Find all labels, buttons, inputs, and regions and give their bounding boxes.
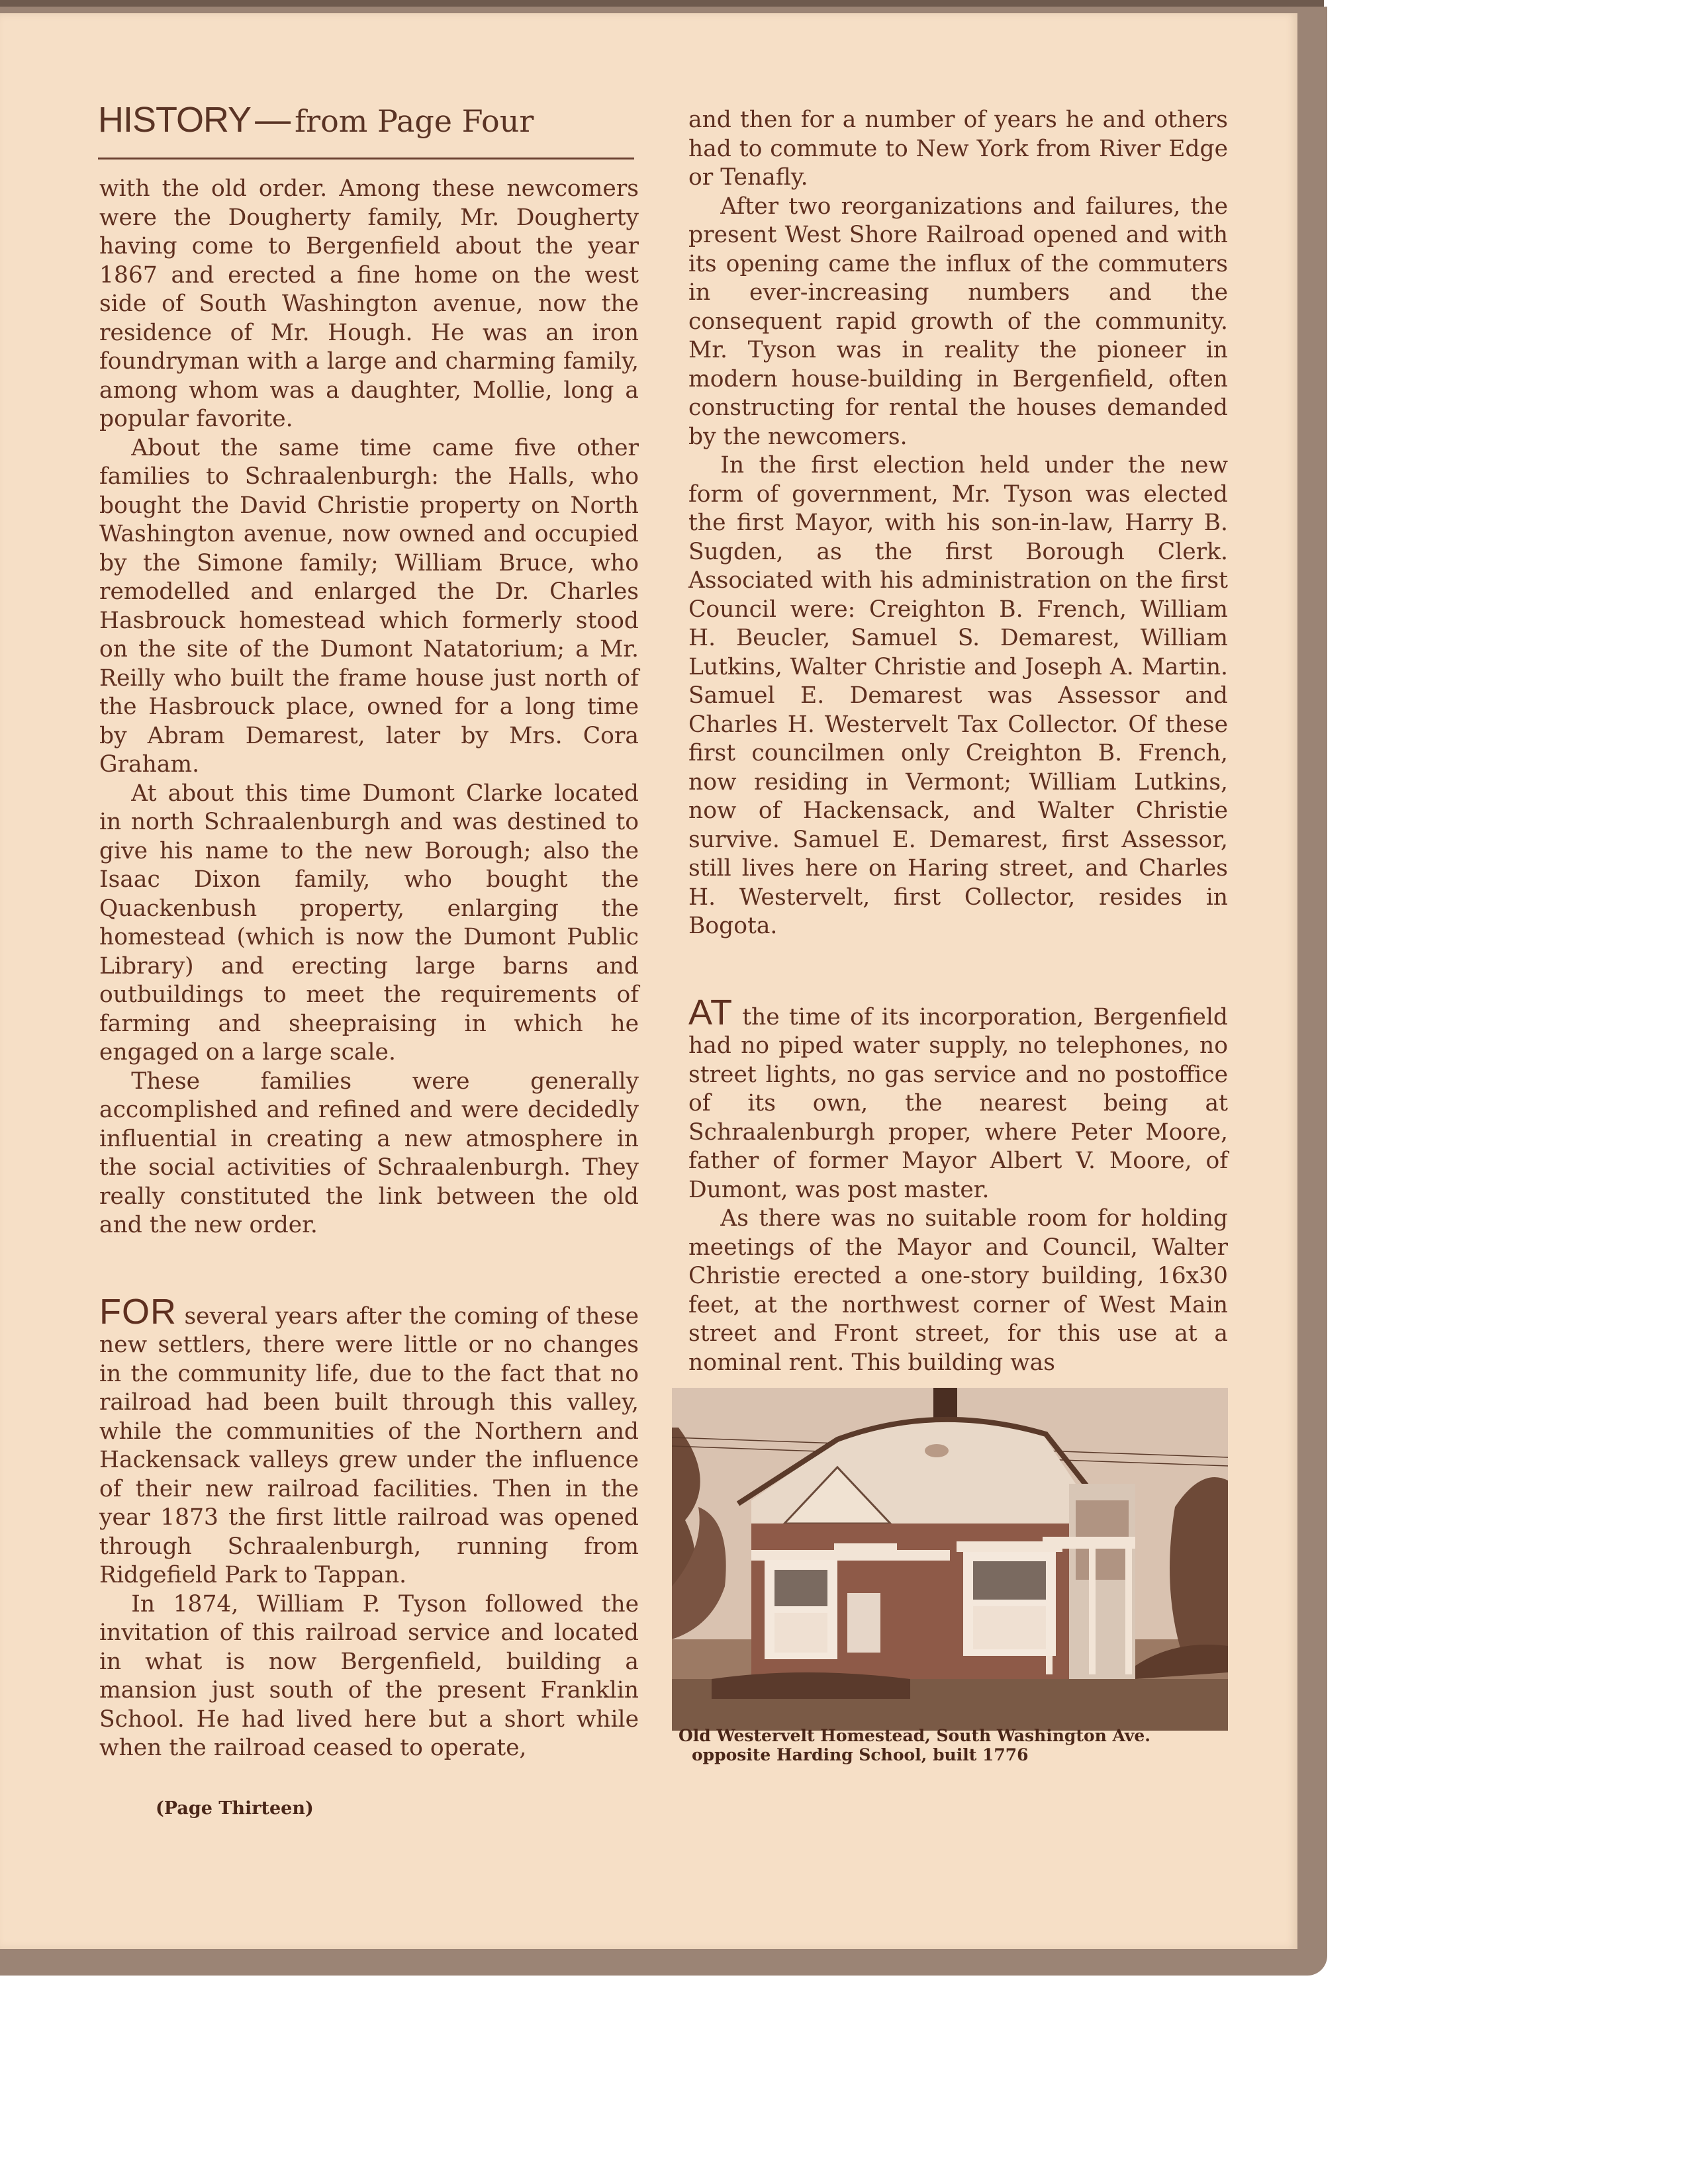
- caption-line: Old Westervelt Homestead, South Washington Ave.: [679, 1726, 1151, 1745]
- heading-subtitle: from Page Four: [295, 103, 534, 139]
- paragraph: After two reorganizations and failures, the present West Shore Railroad opened and with its opening came the influx of the commuters in ever-increasing numbers and the consequent rapid growth of the community. Mr. Tyson was in reality the pioneer in modern house-building in Bergenfield, often constructing for rental the houses demanded by the newcomers.: [688, 193, 1228, 450]
- paragraph: As there was no suitable room for holding meetings of the Mayor and Council, Walter Christie erected a one-story building, 16x30 feet, at the northwest corner of West Main street and Front street, for this use at a nominal rent. This building was: [688, 1205, 1228, 1376]
- heading-dash: —: [255, 100, 291, 140]
- page-number: (Page Thirteen): [156, 1798, 314, 1819]
- paragraph: In the first election held under the new form of government, Mr. Tyson was elected the first Mayor, with his son-in-law, Harry B. Sugden, as the first Borough Clerk. Associated with his administration on the first Council were: Creighton B. French, William H. Beucler, Samuel S. Demarest, William Lutkins, Walter Christie and Joseph A. Martin. Samuel E. Demarest was Assessor and Charles H. Westervelt Tax Collector. Of these first councilmen only Creighton B. French, now residing in Vermont; William Lutkins, now of Hackensack, and Walter Christie survive. Samuel E. Demarest, first Assessor, still lives here on Haring street, and Charles H. Westervelt, first Collector, resides in Bogota.: [688, 452, 1228, 939]
- paragraph: About the same time came five other families to Schraalenburgh: the Halls, who bought the David Christie property on North Washington avenue, now owned and occupied by the Simone family; William Bruce, who remodelled and enlarged the Dr. Charles Hasbrouck homestead which formerly stood on the site of the Dumont Natatorium; a Mr. Reilly who built the frame house just north of the Hasbrouck place, owned for a long time by Abram Demarest, later by Mrs. Cora Graham.: [99, 434, 639, 778]
- caption-line: opposite Harding School, built 1776: [692, 1745, 1029, 1764]
- paragraph-text: the time of its incorporation, Bergenfield had no piped water supply, no telephones, no street lights, no gas service and no postoffice of its own, the nearest being at Schraalenburgh proper, where Peter Moore, father of former Mayor Albert V. Moore, of Dumont, was post master.: [688, 1003, 1228, 1203]
- paragraph: In 1874, William P. Tyson followed the invitation of this railroad service and located in what is now Bergenfield, building a mansion just south of the present Franklin School. He had lived here but a short while when the railroad ceased to operate,: [99, 1590, 639, 1761]
- right-column: [688, 106, 1228, 1377]
- paragraph: At about this time Dumont Clarke located in north Schraalenburgh and was destined to give his name to the new Borough; also the Isaac Dixon family, who bought the Quackenbush property, enlarging the homestead (which is now the Dumont Public Library) and erecting large barns and outbuildings to meet the requirements of farming and sheepraising in which he engaged on a large scale.: [99, 780, 639, 1066]
- paragraph: [99, 1291, 639, 1590]
- page-heading: [98, 96, 634, 145]
- drop-cap: FOR: [99, 1291, 177, 1332]
- heading-rule: [98, 158, 634, 159]
- paragraph-text: several years after the coming of these new settlers, there were little or no changes in the community life, due to the fact that no railroad had been built through this valley, while the communities of the Northern and Hackensack valleys grew under the influence of their new railroad facilities. Then in the year 1873 the first little railroad was opened through Schraalenburgh, running from Ridgefield Park to Tappan.: [99, 1302, 639, 1588]
- homestead-photo: [672, 1388, 1228, 1731]
- heading-history: HISTORY: [98, 100, 252, 140]
- photo-caption: [679, 1726, 1235, 1764]
- drop-cap: AT: [688, 992, 733, 1032]
- paragraph: and then for a number of years he and others had to commute to New York from River Edge or Tenafly.: [688, 107, 1228, 191]
- left-column: [99, 175, 639, 1763]
- paragraph: with the old order. Among these newcomers were the Dougherty family, Mr. Dougherty having come to Bergenfield about the year 1867 and erected a fine home on the west side of South Washington avenue, now the residence of Mr. Hough. He was an iron foundryman with a large and charming family, among whom was a daughter, Mollie, long a popular favorite.: [99, 175, 639, 432]
- paragraph: These families were generally accomplished and refined and were decidedly influential in creating a new atmosphere in the social activities of Schraalenburgh. They really constituted the link between the old and the new order.: [99, 1068, 639, 1238]
- paragraph: [688, 992, 1228, 1205]
- house-illustration: [672, 1388, 1228, 1731]
